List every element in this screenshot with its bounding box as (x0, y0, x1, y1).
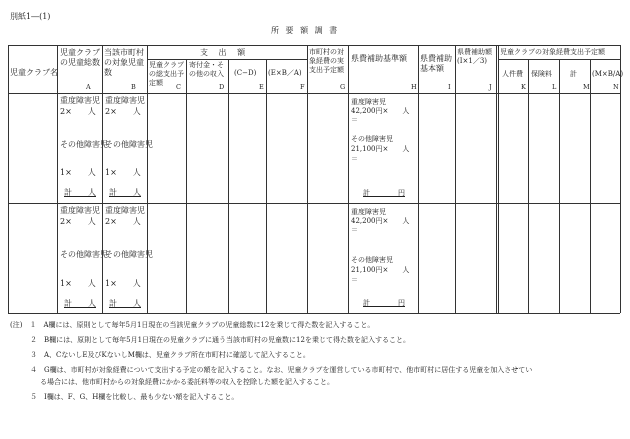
header-subsidy-standard: 県費補助基準額 (351, 54, 407, 63)
header-insurance: 保険料 (531, 70, 552, 78)
letter-e: E (259, 83, 264, 91)
letter-l: L (552, 83, 557, 91)
equals-sign: ＝ (351, 276, 358, 284)
severe-label: 重度障害児 (105, 96, 145, 105)
header-subsidy-base: 県費補助基本額 (420, 54, 452, 73)
other-amount: 21,100円× 人 (351, 145, 410, 153)
subtotal: 計 人 (109, 299, 141, 308)
severe-label: 重度障害児 (351, 98, 386, 106)
other-count: 1× 人 (105, 168, 141, 177)
severe-label: 重度障害児 (351, 208, 386, 216)
other-count: 1× 人 (105, 279, 141, 288)
header-c-minus-d: (C−D) (234, 69, 257, 77)
letter-g: G (340, 83, 346, 91)
other-count: 1× 人 (60, 168, 96, 177)
other-label: その他障害児 (105, 140, 153, 149)
other-label: その他障害児 (60, 250, 108, 259)
severe-count: 2× 人 (60, 107, 96, 116)
equals-sign: ＝ (351, 155, 358, 163)
other-label: その他障害児 (105, 250, 153, 259)
note-4-cont: る場合には、他市町村からの対象経費にかかる委託料等の収入を控除した額を記入すること。 (40, 378, 334, 386)
letter-a: A (86, 83, 91, 91)
other-label: その他障害児 (351, 135, 393, 143)
total-yen: 計 円 (363, 299, 405, 307)
equals-sign: ＝ (351, 116, 358, 124)
severe-label: 重度障害児 (105, 206, 145, 215)
header-m-ratio: (M×B/A) (592, 70, 624, 78)
equals-sign: ＝ (351, 226, 358, 234)
other-label: その他障害児 (351, 256, 393, 264)
severe-amount: 42,200円× 人 (351, 107, 410, 115)
note-1: (注) １ A欄には、原則として毎年5月1日現在の当該児童クラブの児童総数に12を乗じて得た数を記入すること。 (10, 321, 375, 329)
subtotal: 計 人 (64, 188, 96, 197)
other-amount: 21,100円× 人 (351, 266, 410, 274)
letter-n: N (613, 83, 619, 91)
letter-h: H (411, 83, 417, 91)
letter-b: B (131, 83, 136, 91)
severe-label: 重度障害児 (60, 206, 100, 215)
page-title: 所 要 額 調 書 (271, 26, 340, 35)
letter-c: C (176, 83, 181, 91)
subtotal: 計 人 (64, 299, 96, 308)
total-yen: 計 円 (363, 189, 405, 197)
header-total: 計 (570, 70, 577, 78)
header-total-children: 児童クラブの児童総数 (60, 48, 100, 67)
note-5: ５ I欄は、F、G、H欄を比較し、最も少ない額を記入すること。 (30, 393, 239, 401)
letter-j: J (489, 83, 492, 91)
note-3: ３ A、CないしE及びKないしM欄は、児童クラブ所在市町村に確認して記入すること。 (30, 351, 310, 359)
header-labor: 人件費 (502, 70, 523, 78)
header-prefecture-amount: 県費補助額(I×1／3) (457, 48, 492, 65)
header-city-expense: 市町村の対象経費の実支出予定額 (309, 48, 344, 74)
header-expenditure: 支 出 額 (200, 48, 250, 57)
header-e-ratio: (E×B／A) (268, 69, 302, 77)
letter-k: K (521, 83, 526, 91)
severe-count: 2× 人 (105, 107, 141, 116)
note-4: ４ G欄は、市町村が対象経費について支出する予定の額を記入すること。なお、児童クラブを運営している市町村で、他市町村に居住する児童を加入させてい (30, 366, 533, 374)
header-club-total: 児童クラブの総支出予定額 (149, 61, 184, 87)
header-target-children: 当該市町村の対象児童数 (104, 48, 144, 77)
form-id: 別紙1―(1) (10, 12, 51, 21)
header-club-name: 児童クラブ名 (10, 68, 58, 77)
letter-f: F (300, 83, 305, 91)
subtotal: 計 人 (109, 188, 141, 197)
note-2: ２ B欄には、原則として毎年5月1日現在の児童クラブに通う当該市町村の児童数に12を乗じて得た数を記入すること。 (30, 336, 410, 344)
letter-i: I (448, 83, 451, 91)
letter-d: D (219, 83, 225, 91)
severe-amount: 42,200円× 人 (351, 217, 410, 225)
other-label: その他障害児 (60, 140, 108, 149)
header-donations: 寄付金・その他の収入 (189, 61, 224, 78)
severe-count: 2× 人 (60, 217, 96, 226)
header-club-target: 児童クラブの対象経費支出予定額 (500, 48, 605, 56)
other-count: 1× 人 (60, 279, 96, 288)
letter-m: M (583, 83, 590, 91)
severe-label: 重度障害児 (60, 96, 100, 105)
severe-count: 2× 人 (105, 217, 141, 226)
